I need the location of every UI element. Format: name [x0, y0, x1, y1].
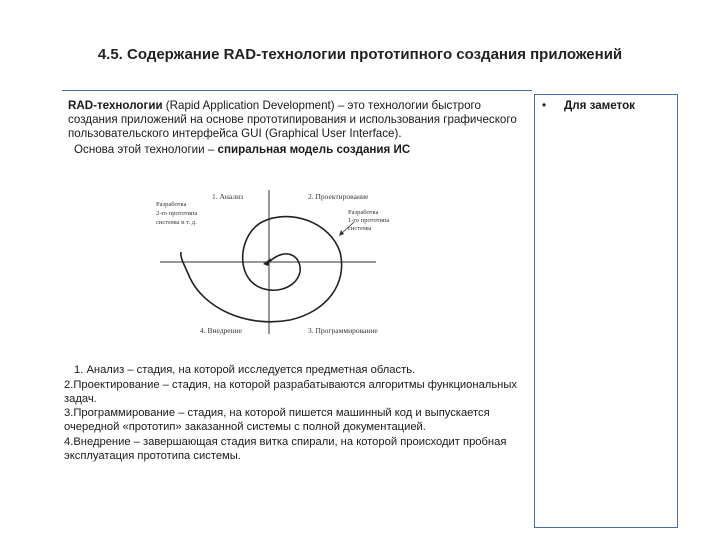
quadrant-label-design: 2. Проектирование: [308, 192, 369, 201]
slide-title: 4.5. Содержание RAD-технологии прототипного создания приложений: [97, 46, 623, 63]
note-left-line1: Разработка: [156, 201, 187, 208]
stage-item: 1. Анализ – стадия, на которой исследуется предметная область.: [74, 364, 416, 376]
note-right-line2: 1-го прототипа: [348, 217, 390, 224]
quadrant-label-programming: 3. Программирование: [308, 326, 378, 335]
notes-bullet: •: [542, 99, 547, 112]
spiral-diagram: [150, 186, 400, 336]
note-right-line3: системы: [348, 225, 372, 232]
stage-item: 2.Проектирование – стадия, на которой разрабатываются алгоритмы функциональных задач.: [64, 378, 517, 405]
quadrant-label-deploy: 4. Внедрение: [200, 326, 242, 335]
intro-definition-text: (Rapid Application Development) – это технологии быстрого создания приложений на основе прототипирования и использования графического пользовательского интерфейса GUI (Graphical User Interface).: [68, 99, 517, 140]
note-pointer-arrow: [339, 230, 344, 236]
note-left-line3: системы и т. д.: [156, 219, 197, 226]
intro-definition: [62, 99, 532, 141]
stage-item: 4.Внедрение – завершающая стадия витка спирали, на которой происходит пробная эксплуатация прототипа системы.: [64, 435, 507, 462]
intro-term: RAD-технологии: [68, 99, 163, 112]
intro-basis: [62, 143, 532, 157]
note-left-line2: 2-го прототипа: [156, 210, 198, 217]
stage-item: 3.Программирование – стадия, на которой пишется машинный код и выпускается очередной «прототип» заказанной системы с полной документацией.: [64, 407, 490, 434]
notes-heading: [542, 99, 682, 112]
quadrant-label-analysis: 1. Анализ: [212, 192, 244, 201]
title-divider: [62, 90, 532, 91]
intro-basis-bold: спиральная модель создания ИС: [217, 143, 411, 156]
intro-text: [62, 99, 532, 157]
notes-box[interactable]: [534, 94, 678, 528]
notes-label: Для заметок: [564, 99, 635, 112]
intro-basis-prefix: Основа этой технологии –: [74, 143, 218, 156]
note-right-line1: Разработка: [348, 209, 379, 216]
spiral-curve: [181, 217, 342, 322]
stage-list: [64, 364, 534, 465]
